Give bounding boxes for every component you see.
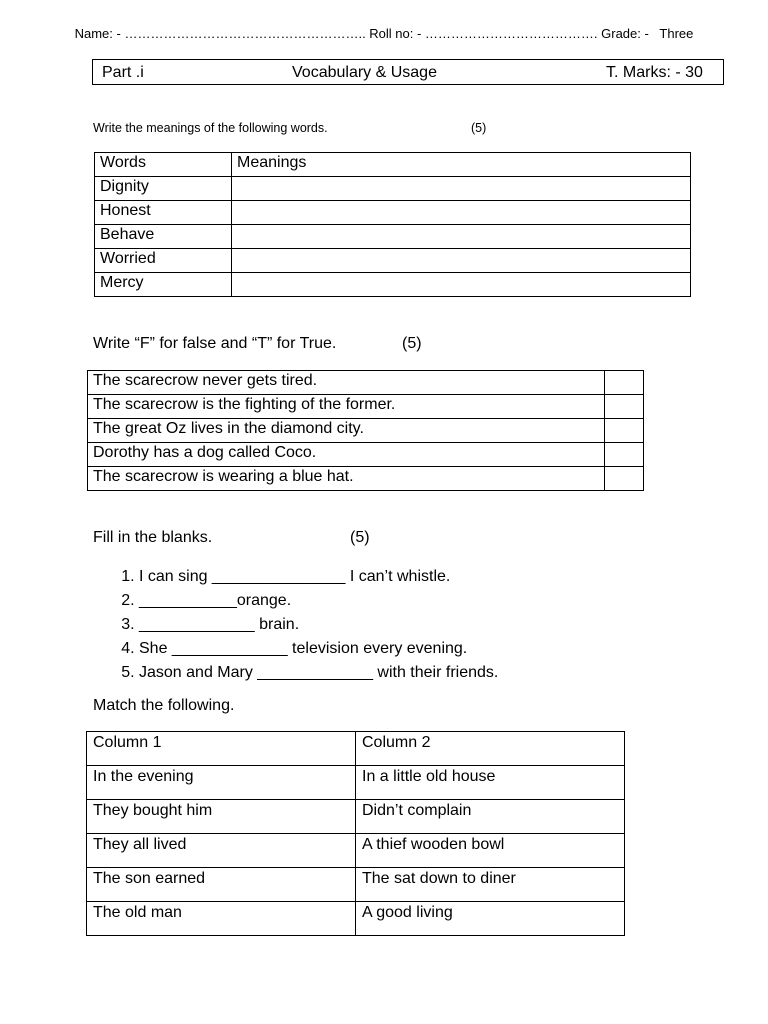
statement-cell: Dorothy has a dog called Coco. bbox=[88, 443, 605, 467]
table-row bbox=[87, 766, 625, 800]
section-title: Vocabulary & Usage bbox=[292, 64, 437, 81]
meaning-answer-cell[interactable] bbox=[232, 225, 691, 249]
word-cell: Mercy bbox=[95, 273, 232, 297]
table-row bbox=[95, 201, 691, 225]
meaning-answer-cell[interactable] bbox=[232, 273, 691, 297]
true-false-table bbox=[87, 370, 644, 491]
tf-answer-cell[interactable] bbox=[605, 371, 644, 395]
list-item: 2. ___________orange. bbox=[139, 589, 498, 613]
header-column-1: Column 1 bbox=[87, 732, 356, 766]
column-2-cell: The sat down to diner bbox=[356, 868, 625, 902]
table-row bbox=[88, 419, 644, 443]
tf-answer-cell[interactable] bbox=[605, 467, 644, 491]
fill-blanks-list bbox=[93, 565, 498, 685]
fill-blanks-instruction: Fill in the blanks. bbox=[93, 529, 213, 546]
table-header-row bbox=[87, 732, 625, 766]
meaning-answer-cell[interactable] bbox=[232, 201, 691, 225]
table-row bbox=[95, 249, 691, 273]
column-2-cell: A thief wooden bowl bbox=[356, 834, 625, 868]
table-row bbox=[95, 177, 691, 201]
match-instruction: Match the following. bbox=[93, 697, 235, 714]
column-1-cell: They bought him bbox=[87, 800, 356, 834]
list-item: 3. _____________ brain. bbox=[139, 613, 498, 637]
tf-answer-cell[interactable] bbox=[605, 419, 644, 443]
table-row bbox=[88, 467, 644, 491]
column-2-cell: In a little old house bbox=[356, 766, 625, 800]
list-item: 4. She _____________ television every evening. bbox=[139, 637, 498, 661]
part-label: Part .i bbox=[102, 64, 144, 81]
true-false-instruction: Write “F” for false and “T” for True. bbox=[93, 335, 337, 352]
word-cell: Worried bbox=[95, 249, 232, 273]
true-false-marks: (5) bbox=[402, 335, 422, 352]
table-row bbox=[87, 800, 625, 834]
word-cell: Behave bbox=[95, 225, 232, 249]
table-row bbox=[87, 868, 625, 902]
list-item: 1. I can sing _______________ I can’t whistle. bbox=[139, 565, 498, 589]
statement-cell: The great Oz lives in the diamond city. bbox=[88, 419, 605, 443]
header-meanings: Meanings bbox=[232, 153, 691, 177]
meanings-table bbox=[94, 152, 691, 297]
table-row bbox=[88, 395, 644, 419]
header-words: Words bbox=[95, 153, 232, 177]
fill-blanks-marks: (5) bbox=[350, 529, 370, 546]
column-1-cell: The old man bbox=[87, 902, 356, 936]
column-1-cell: In the evening bbox=[87, 766, 356, 800]
true-false-instruction-line bbox=[93, 335, 422, 353]
column-2-cell: A good living bbox=[356, 902, 625, 936]
list-item: 5. Jason and Mary _____________ with their friends. bbox=[139, 661, 498, 685]
table-row bbox=[88, 443, 644, 467]
meaning-answer-cell[interactable] bbox=[232, 249, 691, 273]
match-table bbox=[86, 731, 625, 936]
statement-cell: The scarecrow is wearing a blue hat. bbox=[88, 467, 605, 491]
tf-answer-cell[interactable] bbox=[605, 443, 644, 467]
meaning-answer-cell[interactable] bbox=[232, 177, 691, 201]
part-header-box bbox=[92, 59, 724, 85]
statement-cell: The scarecrow never gets tired. bbox=[88, 371, 605, 395]
table-row bbox=[87, 834, 625, 868]
student-info-line: Name: - ……………………………………………….. Roll no: - …………………………………. Grade: - Three bbox=[74, 26, 694, 41]
header-column-2: Column 2 bbox=[356, 732, 625, 766]
word-cell: Honest bbox=[95, 201, 232, 225]
total-marks: T. Marks: - 30 bbox=[606, 64, 703, 81]
table-header-row bbox=[95, 153, 691, 177]
word-cell: Dignity bbox=[95, 177, 232, 201]
meanings-instruction: Write the meanings of the following words. bbox=[93, 121, 328, 135]
column-2-cell: Didn’t complain bbox=[356, 800, 625, 834]
table-row bbox=[88, 371, 644, 395]
table-row bbox=[95, 273, 691, 297]
meanings-instruction-line bbox=[93, 121, 487, 135]
fill-blanks-instruction-line bbox=[93, 529, 370, 547]
table-row bbox=[95, 225, 691, 249]
statement-cell: The scarecrow is the fighting of the former. bbox=[88, 395, 605, 419]
tf-answer-cell[interactable] bbox=[605, 395, 644, 419]
table-row bbox=[87, 902, 625, 936]
meanings-marks: (5) bbox=[471, 121, 487, 135]
column-1-cell: The son earned bbox=[87, 868, 356, 902]
column-1-cell: They all lived bbox=[87, 834, 356, 868]
